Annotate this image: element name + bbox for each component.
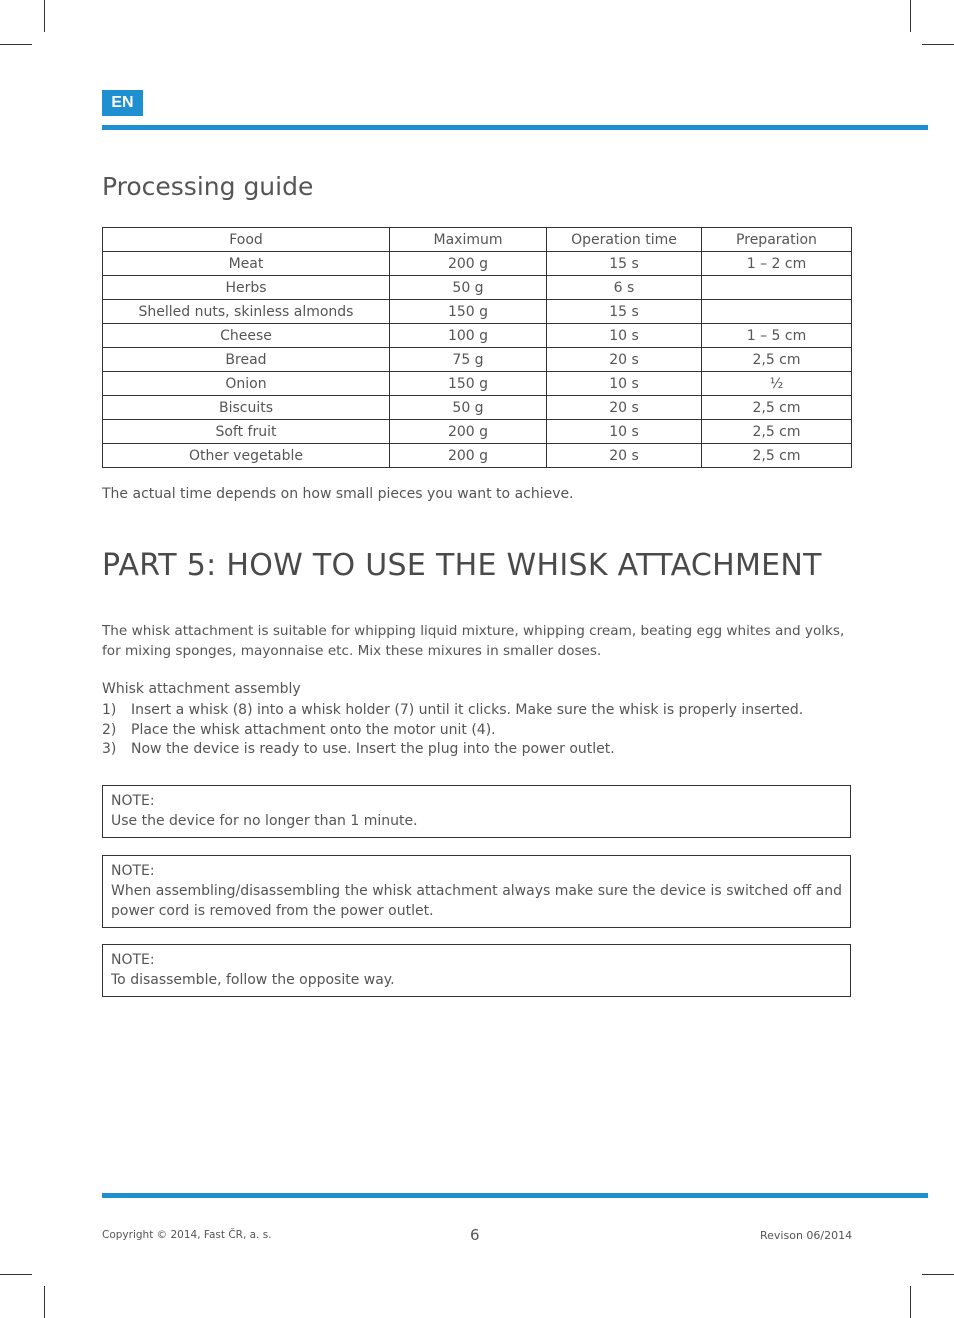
cell-food: Herbs [103, 276, 390, 300]
cell-operation-time: 10 s [547, 324, 702, 348]
cell-food: Meat [103, 252, 390, 276]
cell-maximum: 200 g [390, 444, 547, 468]
cell-preparation: 1 – 5 cm [702, 324, 852, 348]
cell-maximum: 100 g [390, 324, 547, 348]
column-header-preparation: Preparation [702, 228, 852, 252]
cell-operation-time: 15 s [547, 252, 702, 276]
table-row [103, 324, 852, 348]
cell-operation-time: 10 s [547, 420, 702, 444]
cell-preparation [702, 276, 852, 300]
cell-maximum: 150 g [390, 300, 547, 324]
cell-maximum: 150 g [390, 372, 547, 396]
part-5-heading: PART 5: HOW TO USE THE WHISK ATTACHMENT [102, 548, 822, 583]
table-header-row [103, 228, 852, 252]
table-row [103, 300, 852, 324]
crop-mark [44, 0, 45, 32]
footer-rule [102, 1193, 928, 1198]
step-number: 2) [102, 721, 117, 738]
cell-food: Biscuits [103, 396, 390, 420]
crop-mark [910, 0, 911, 32]
step-text: Now the device is ready to use. Insert the plug into the power outlet. [131, 741, 615, 757]
cell-preparation: 1 – 2 cm [702, 252, 852, 276]
note-text: To disassemble, follow the opposite way. [111, 972, 395, 988]
cell-preparation: 2,5 cm [702, 444, 852, 468]
note-label: NOTE: [111, 952, 155, 968]
cell-operation-time: 20 s [547, 444, 702, 468]
processing-guide-table [102, 227, 852, 468]
cell-maximum: 200 g [390, 420, 547, 444]
assembly-subtitle: Whisk attachment assembly [102, 681, 301, 697]
cell-maximum: 200 g [390, 252, 547, 276]
note-box-safety [102, 855, 851, 928]
column-header-food: Food [103, 228, 390, 252]
table-row [103, 444, 852, 468]
crop-mark [44, 1286, 45, 1318]
crop-mark [0, 1274, 32, 1275]
language-badge: EN [102, 90, 143, 116]
cell-operation-time: 10 s [547, 372, 702, 396]
cell-food: Shelled nuts, skinless almonds [103, 300, 390, 324]
step-text: Place the whisk attachment onto the motor unit (4). [131, 721, 496, 738]
note-label: NOTE: [111, 793, 155, 809]
crop-mark [922, 1274, 954, 1275]
cell-food: Onion [103, 372, 390, 396]
column-header-operation-time: Operation time [547, 228, 702, 252]
crop-mark [922, 44, 954, 45]
table-row [103, 372, 852, 396]
cell-food: Soft fruit [103, 420, 390, 444]
footer-revision: Revison 06/2014 [760, 1229, 853, 1242]
cell-maximum: 75 g [390, 348, 547, 372]
assembly-steps-list [102, 701, 854, 760]
list-item [102, 721, 854, 741]
table-row [103, 420, 852, 444]
list-item [102, 701, 854, 721]
note-label: NOTE: [111, 863, 155, 879]
header-rule [102, 125, 928, 130]
crop-mark [0, 44, 32, 45]
column-header-maximum: Maximum [390, 228, 547, 252]
whisk-intro-paragraph: The whisk attachment is suitable for whipping liquid mixture, whipping cream, beating egg whites and yolks, for mixing sponges, mayonnaise etc. Mix these mixures in smaller doses. [102, 623, 845, 659]
step-text: Insert a whisk (8) into a whisk holder (7) until it clicks. Make sure the whisk is properly inserted. [131, 702, 804, 718]
cell-preparation [702, 300, 852, 324]
step-number: 1) [102, 702, 117, 718]
table-row [103, 252, 852, 276]
cell-preparation: ½ [702, 372, 852, 396]
table-footnote: The actual time depends on how small pieces you want to achieve. [102, 486, 574, 502]
cell-maximum: 50 g [390, 276, 547, 300]
note-box-disassemble [102, 944, 851, 997]
cell-preparation: 2,5 cm [702, 348, 852, 372]
page-number: 6 [470, 1226, 480, 1244]
cell-food: Cheese [103, 324, 390, 348]
note-text: When assembling/disassembling the whisk attachment always make sure the device is switched off and power cord is removed from the power outlet. [111, 883, 842, 919]
table-row [103, 396, 852, 420]
cell-preparation: 2,5 cm [702, 396, 852, 420]
step-number: 3) [102, 741, 117, 757]
cell-operation-time: 20 s [547, 348, 702, 372]
cell-preparation: 2,5 cm [702, 420, 852, 444]
table-row [103, 348, 852, 372]
note-box-time-limit [102, 785, 851, 838]
cell-operation-time: 6 s [547, 276, 702, 300]
note-text: Use the device for no longer than 1 minute. [111, 813, 418, 829]
cell-food: Other vegetable [103, 444, 390, 468]
table-row [103, 276, 852, 300]
crop-mark [910, 1286, 911, 1318]
list-item [102, 740, 854, 760]
footer-copyright: Copyright © 2014, Fast ČR, a. s. [102, 1229, 272, 1241]
cell-operation-time: 20 s [547, 396, 702, 420]
cell-maximum: 50 g [390, 396, 547, 420]
cell-operation-time: 15 s [547, 300, 702, 324]
section-title-processing-guide: Processing guide [102, 172, 314, 201]
cell-food: Bread [103, 348, 390, 372]
